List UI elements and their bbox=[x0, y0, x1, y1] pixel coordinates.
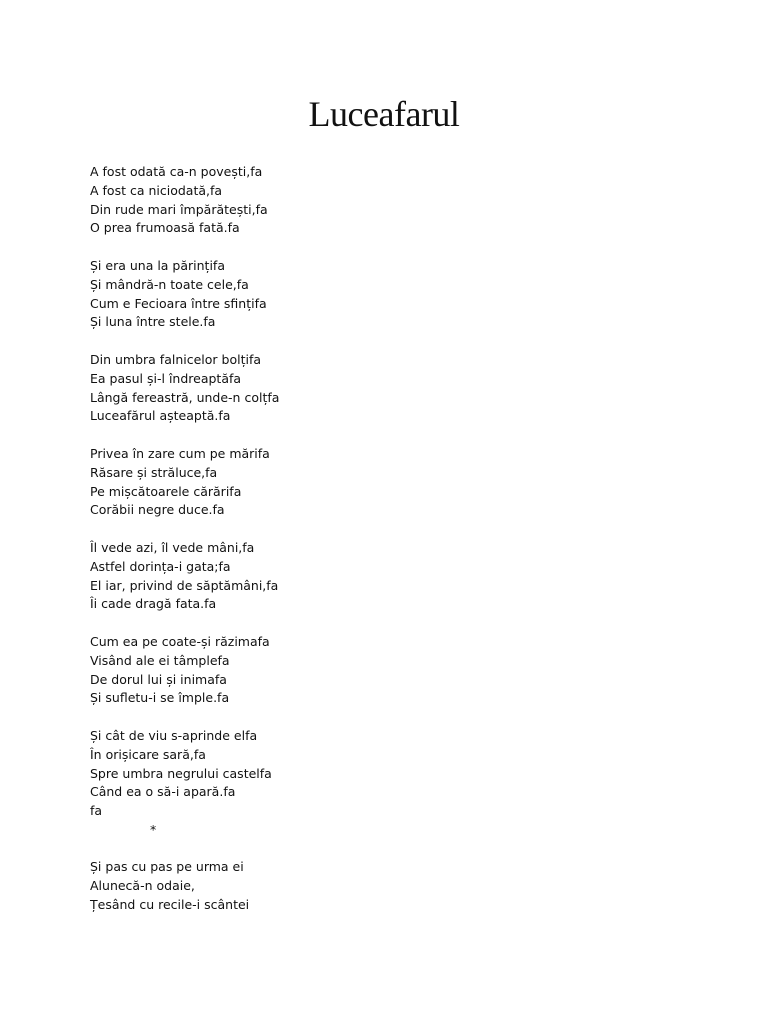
page-title: Luceafarul bbox=[308, 94, 460, 134]
stanza-5 bbox=[90, 539, 690, 614]
poem-line: O prea frumoasă fată.fa bbox=[90, 220, 240, 236]
section-separator: * bbox=[150, 821, 157, 837]
poem-line: A fost odată ca-n povești,fa bbox=[90, 164, 263, 179]
poem-line: Țesând cu recile-i scântei bbox=[90, 897, 250, 913]
poem-line: Ea pasul și-l îndreaptăfa bbox=[90, 370, 242, 386]
poem-line: Visând ale ei tâmplefa bbox=[90, 652, 230, 668]
poem-line: Corăbii negre duce.fa bbox=[90, 502, 225, 518]
spacer bbox=[90, 840, 690, 859]
poem-line: El iar, privind de săptămâni,fa bbox=[90, 577, 279, 593]
poem-line: Din umbra falnicelor bolțifa bbox=[90, 351, 262, 367]
poem-line: Îl vede azi, îl vede mâni,fa bbox=[90, 539, 255, 555]
poem-line: Răsare și străluce,fa bbox=[90, 464, 218, 480]
poem-line: Îi cade dragă fata.fa bbox=[90, 596, 217, 612]
poem-line: Cum ea pe coate-și răzimafa bbox=[90, 633, 270, 649]
stanza-2 bbox=[90, 257, 690, 332]
stanza-8 bbox=[90, 858, 690, 914]
poem-line: Cum e Fecioara între sfințifa bbox=[90, 295, 267, 311]
poem-line: Alunecă-n odaie, bbox=[90, 878, 195, 894]
poem-line: De dorul lui și inimafa bbox=[90, 671, 227, 687]
poem-line: Când ea o să-i apară.fa bbox=[90, 784, 236, 800]
poem-line: Lângă fereastră, unde-n colțfa bbox=[90, 389, 280, 405]
poem-line: Privea în zare cum pe mărifa bbox=[90, 445, 270, 461]
poem-line: Și luna între stele.fa bbox=[90, 314, 216, 330]
stanza-3 bbox=[90, 351, 690, 426]
stanza-1 bbox=[90, 163, 690, 238]
poem-line: Astfel dorința-i gata;fa bbox=[90, 558, 231, 574]
poem-line: Spre umbra negrului castelfa bbox=[90, 765, 272, 781]
poem-line: Și era una la părințifa bbox=[90, 257, 225, 273]
poem-line: fa bbox=[90, 803, 103, 819]
poem-line: A fost ca niciodată,fa bbox=[90, 182, 223, 198]
poem-line: Și pas cu pas pe urma ei bbox=[90, 859, 244, 875]
poem-line: Din rude mari împărătești,fa bbox=[90, 201, 268, 217]
poem-line: În orișicare sară,fa bbox=[90, 746, 206, 762]
poem-line: Luceafărul așteaptă.fa bbox=[90, 408, 231, 424]
poem-line: Și sufletu-i se împle.fa bbox=[90, 690, 230, 706]
stanza-6 bbox=[90, 633, 690, 708]
stanza-4 bbox=[90, 445, 690, 520]
stanza-7 bbox=[90, 727, 690, 840]
poem-line: Pe mișcătoarele cărărifa bbox=[90, 483, 242, 499]
poem-body bbox=[90, 163, 690, 915]
poem-line: Și mândră-n toate cele,fa bbox=[90, 276, 249, 292]
poem-line: Și cât de viu s-aprinde elfa bbox=[90, 727, 258, 743]
